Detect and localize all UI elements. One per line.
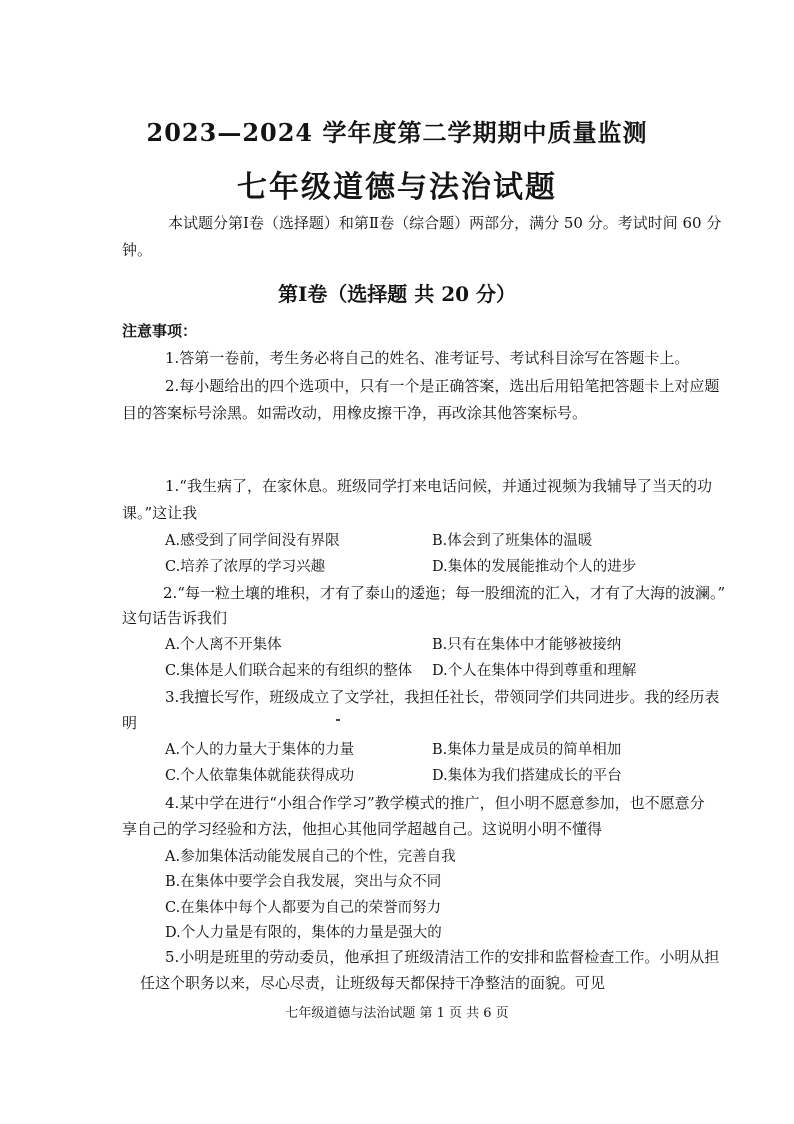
notice-item-2-line-2: 目的答案标号涂黑。如需改动，用橡皮擦干净，再改涂其他答案标号。 (122, 404, 588, 422)
question-1-option-a: A.感受到了同学间没有界限 (165, 533, 340, 549)
question-2-line-2: 这句话告诉我们 (122, 609, 228, 627)
question-2-line-1: 2.“每一粒土壤的堆积，才有了泰山的逶迤；每一股细流的汇入，才有了大海的波澜。” (163, 584, 726, 602)
question-2-option-d: D.个人在集体中得到尊重和理解 (432, 663, 637, 679)
notice-item-1: 1.答第一卷前，考生务必将自己的姓名、准考证号、考试科目涂写在答题卡上。 (165, 349, 690, 367)
scan-speck (336, 719, 340, 721)
question-2-option-a: A.个人离不开集体 (165, 637, 282, 653)
question-1-line-2: 课。”这让我 (122, 504, 198, 522)
question-4-option-b: B.在集体中要学会自我发展，突出与众不同 (165, 874, 442, 890)
question-2-option-b: B.只有在集体中才能够被接纳 (432, 637, 622, 653)
question-4-option-c: C.在集体中每个人都要为自己的荣誉而努力 (165, 900, 442, 916)
intro-line-2: 钟。 (122, 241, 153, 259)
notice-item-2-line-1: 2.每小题给出的四个选项中，只有一个是正确答案，选出后用铅笔把答题卡上对应题 (165, 377, 720, 395)
notice-heading: 注意事项： (122, 322, 198, 340)
question-3-option-b: B.集体力量是成员的简单相加 (432, 742, 622, 758)
question-4-option-a: A.参加集体活动能发展自己的个性，完善自我 (165, 849, 456, 865)
question-3-option-c: C.个人依靠集体就能获得成功 (165, 768, 355, 784)
question-4-line-2: 享自己的学习经验和方法，他担心其他同学超越自己。这说明小明不懂得 (122, 820, 603, 838)
question-1-option-d: D.集体的发展能推动个人的进步 (432, 559, 637, 575)
section-title: 第Ⅰ卷（选择题 共 20 分） (277, 282, 517, 306)
question-3-option-a: A.个人的力量大于集体的力量 (165, 742, 355, 758)
question-2-option-c: C.集体是人们联合起来的有组织的整体 (165, 663, 413, 679)
page-footer: 七年级道德与法治试题 第 1 页 共 6 页 (285, 1006, 509, 1021)
question-1-line-1: 1.“我生病了，在家休息。班级同学打来电话问候，并通过视频为我辅导了当天的功 (165, 477, 712, 495)
intro-line-1: 本试题分第Ⅰ卷（选择题）和第Ⅱ卷（综合题）两部分，满分 50 分。考试时间 60 分 (168, 214, 722, 232)
subject-title: 七年级道德与法治试题 (237, 170, 557, 205)
exam-title: 2023—2024 学年度第二学期期中质量监测 (146, 118, 648, 147)
question-5-line-1: 5.小明是班里的劳动委员，他承担了班级清洁工作的安排和监督检查工作。小明从担 (165, 948, 720, 966)
question-1-option-c: C.培养了浓厚的学习兴趣 (165, 559, 326, 575)
question-3-line-1: 3.我擅长写作，班级成立了文学社，我担任社长，带领同学们共同进步。我的经历表 (165, 688, 720, 706)
question-1-option-b: B.体会到了班集体的温暖 (432, 533, 593, 549)
question-4-line-1: 4.某中学在进行“小组合作学习”教学模式的推广，但小明不愿意参加，也不愿意分 (165, 794, 705, 812)
question-3-option-d: D.集体为我们搭建成长的平台 (432, 768, 622, 784)
question-5-line-2: 任这个职务以来，尽心尽责，让班级每天都保持干净整洁的面貌。可见 (140, 974, 606, 992)
question-3-line-2: 明 (122, 714, 138, 732)
question-4-option-d: D.个人力量是有限的，集体的力量是强大的 (165, 925, 442, 941)
